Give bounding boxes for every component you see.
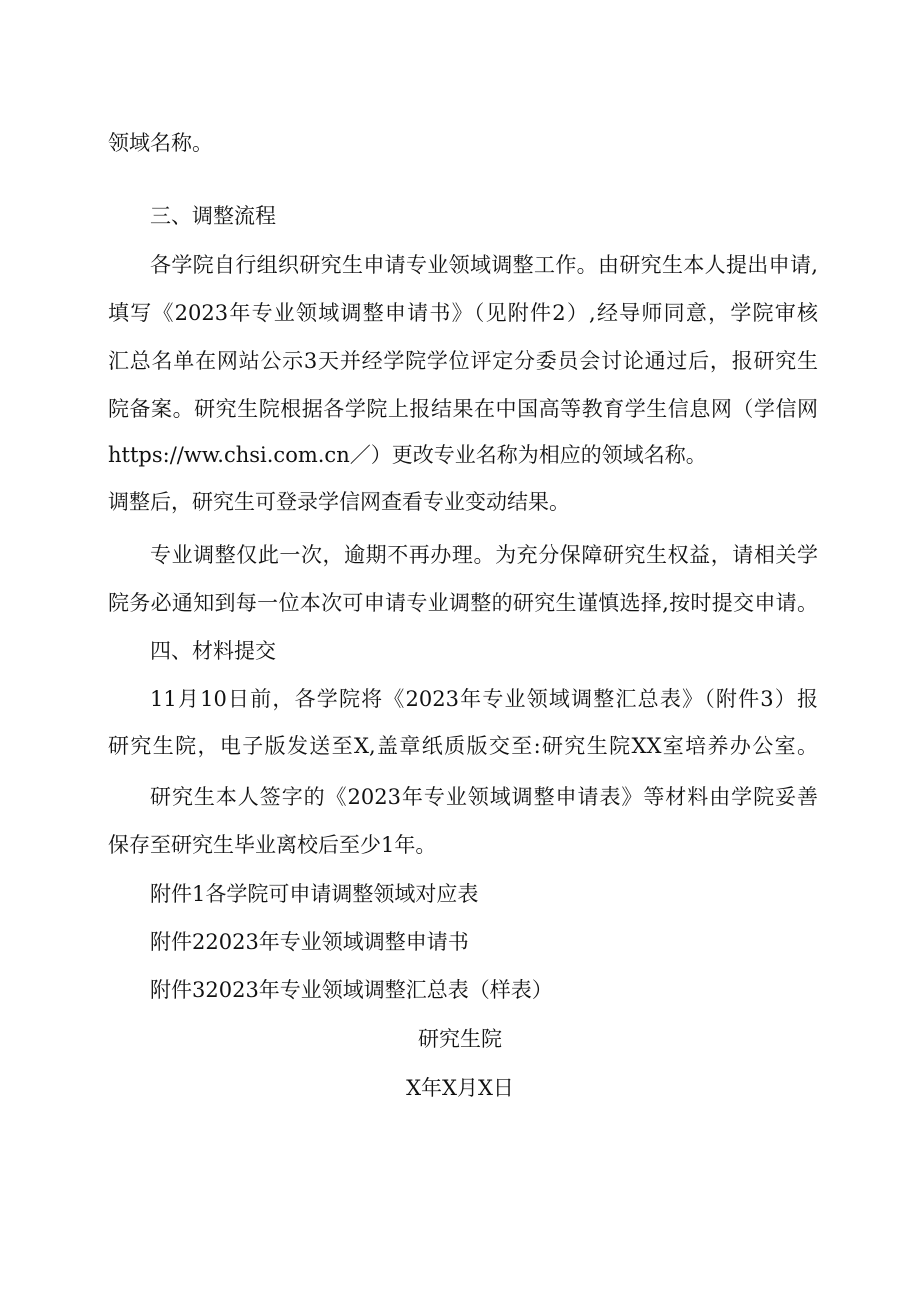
paragraph-line: 各学院自行组织研究生申请专业领域调整工作。由研究生本人提出申请, xyxy=(150,253,818,277)
signature-date: X年X月X日 xyxy=(406,1076,514,1100)
signature-issuer: 研究生院 xyxy=(418,1027,502,1051)
paragraph-line: 汇总名单在网站公示3天并经学院学位评定分委员会讨论通过后，报研究生 xyxy=(108,349,818,373)
paragraph-line: https://ww.chsi.com.cn／）更改专业名称为相应的领域名称。 xyxy=(108,443,707,467)
paragraph-line: 院务必通知到每一位本次可申请专业调整的研究生谨慎选择,按时提交申请。 xyxy=(108,591,818,615)
paragraph-line: 研究生院，电子版发送至X,盖章纸质版交至:研究生院XX室培养办公室。 xyxy=(108,734,818,758)
attachment-item: 附件1各学院可申请调整领域对应表 xyxy=(150,882,479,906)
paragraph-line: 专业调整仅此一次，逾期不再办理。为充分保障研究生权益，请相关学 xyxy=(150,543,818,567)
paragraph-line: 领域名称。 xyxy=(108,131,213,155)
paragraph-line: 院备案。研究生院根据各学院上报结果在中国高等教育学生信息网（学信网 xyxy=(108,397,818,421)
attachment-item: 附件22023年专业领域调整申请书 xyxy=(150,930,469,954)
section-heading-material-submission: 四、材料提交 xyxy=(150,639,276,663)
paragraph-line: 研究生本人签字的《2023年专业领域调整申请表》等材料由学院妥善 xyxy=(150,785,818,809)
paragraph-line: 调整后，研究生可登录学信网查看专业变动结果。 xyxy=(108,490,570,514)
section-heading-adjustment-process: 三、调整流程 xyxy=(150,204,276,228)
paragraph-line: 保存至研究生毕业离校后至少1年。 xyxy=(108,833,437,857)
paragraph-line: 填写《2023年专业领域调整申请书》（见附件2）,经导师同意，学院审核 xyxy=(108,301,818,325)
paragraph-line: 11月10日前，各学院将《2023年专业领域调整汇总表》（附件3）报 xyxy=(150,687,818,711)
attachment-item: 附件32023年专业领域调整汇总表（样表） xyxy=(150,978,553,1002)
